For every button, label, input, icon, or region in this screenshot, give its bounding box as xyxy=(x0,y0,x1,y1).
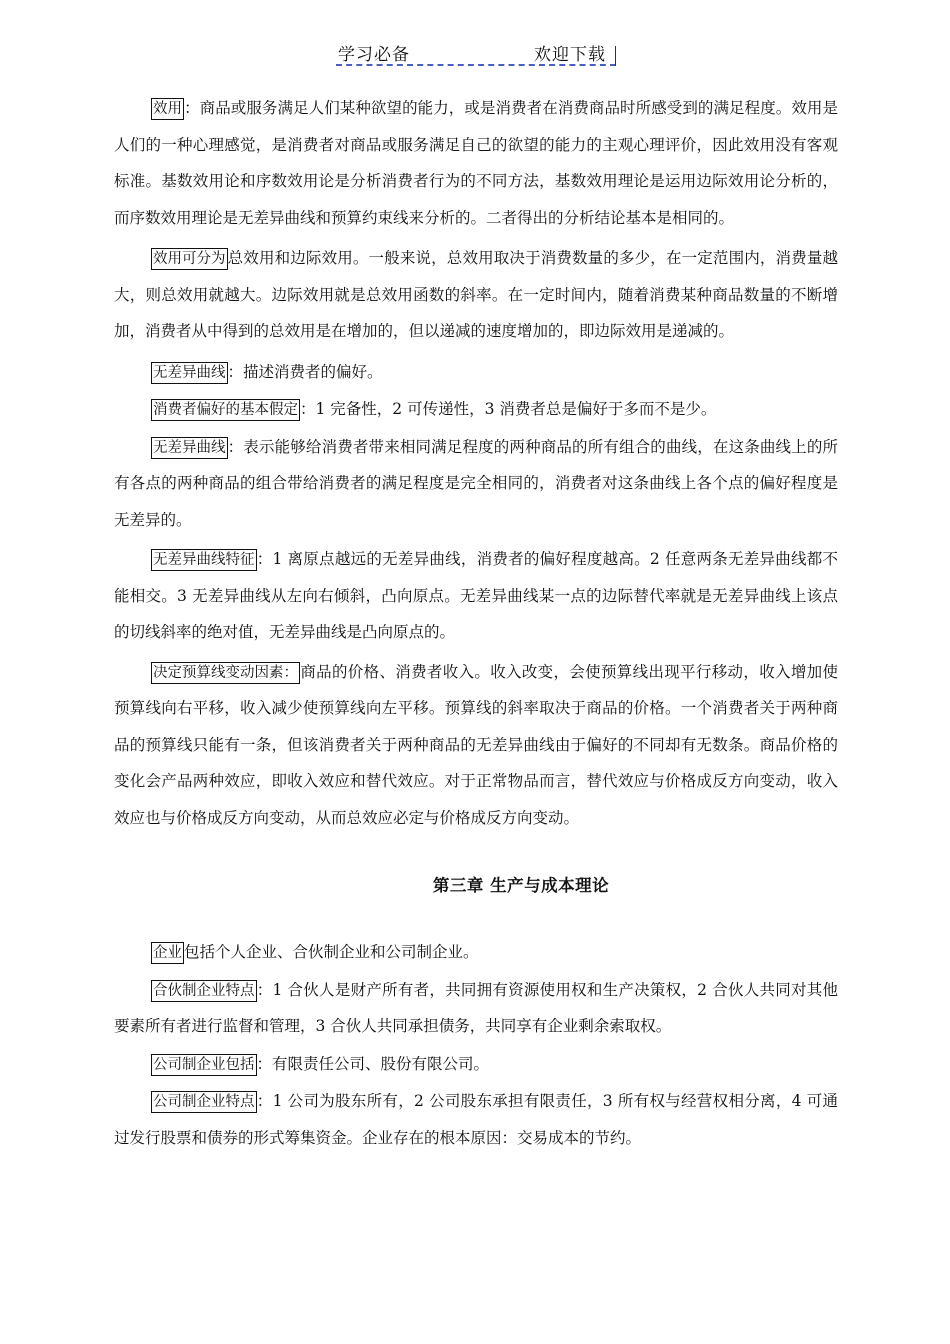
paragraph-utility xyxy=(114,90,838,236)
term-box: 企业 xyxy=(151,942,184,964)
document-body xyxy=(114,90,838,1156)
header-tick-mark xyxy=(615,46,616,66)
paragraph-text: ：描述消费者的偏好。 xyxy=(227,362,383,381)
paragraph-text: ：1 合伙人是财产所有者，共同拥有资源使用权和生产决策权，2 合伙人共同对其他要素所有者进行监督和管理，3 合伙人共同承担债务，共同享有企业剩余索取权。 xyxy=(114,980,838,1035)
paragraph-text: ：商品或服务满足人们某种欲望的能力，或是消费者在消费商品时所感受到的满足程度。效用是人们的一种心理感觉，是消费者对商品或服务满足自己的欲望的能力的主观心理评价，因此效用没有客观标准。基数效用论和序数效用论是分析消费者行为的不同方法，基数效用理论是运用边际效用论分析的，而序数效用理论是无差异曲线和预算约束线来分析的。二者得出的分析结论基本是相同的。 xyxy=(114,99,838,227)
header-right-text: 欢迎下载 xyxy=(534,45,606,65)
paragraph-utility-types xyxy=(114,240,838,350)
paragraph-text: ：1 离原点越远的无差异曲线，消费者的偏好程度越高。2 任意两条无差异曲线都不能相交。3 无差异曲线从左向右倾斜，凸向原点。无差异曲线某一点的边际替代率就是无差异曲线上该点的切线斜率的绝对值，无差异曲线是凸向原点的。 xyxy=(114,550,838,641)
paragraph-partnership-features xyxy=(114,972,838,1045)
paragraph-text: ：表示能够给消费者带来相同满足程度的两种商品的所有组合的曲线，在这条曲线上的所有各点的两种商品的组合带给消费者的满足程度是完全相同的，消费者对这条曲线上各个点的偏好程度是无差异的。 xyxy=(114,437,838,529)
term-box: 无差异曲线 xyxy=(151,437,228,459)
term-box: 公司制企业特点 xyxy=(151,1091,257,1113)
paragraph-indifference-curve-definition xyxy=(114,429,838,539)
header-left-text: 学习必备 xyxy=(338,45,410,65)
term-box: 无差异曲线特征 xyxy=(151,549,257,571)
paragraph-indifference-curve-features xyxy=(114,541,838,651)
term-box: 消费者偏好的基本假定 xyxy=(151,399,300,421)
paragraph-indifference-curve xyxy=(114,354,838,391)
paragraph-text: ：1 公司为股东所有，2 公司股东承担有限责任，3 所有权与经营权相分离，4 可通过发行股票和债券的形式筹集资金。企业存在的根本原因：交易成本的节约。 xyxy=(114,1092,838,1147)
paragraph-text: 总效用和边际效用。一般来说，总效用取决于消费数量的多少，在一定范围内，消费量越大，则总效用就越大。边际效用就是总效用函数的斜率。在一定时间内，随着消费某种商品数量的不断增加，消费者从中得到的总效用是在增加的，但以递减的速度增加的，即边际效用是递减的。 xyxy=(114,249,838,340)
paragraph-corporation-features xyxy=(114,1083,838,1156)
paragraph-corporation-types xyxy=(114,1046,838,1083)
paragraph-enterprise xyxy=(114,934,838,971)
page-header xyxy=(336,38,616,66)
term-box: 效用可分为 xyxy=(151,248,228,270)
term-box: 效用 xyxy=(151,98,184,120)
paragraph-budget-line-factors xyxy=(114,654,838,837)
term-box: 合伙制企业特点 xyxy=(151,980,257,1002)
paragraph-text: ：有限责任公司、股份有限公司。 xyxy=(256,1054,490,1073)
chapter-title: 第三章 生产与成本理论 xyxy=(432,876,610,895)
term-box: 公司制企业包括 xyxy=(151,1054,257,1076)
paragraph-text: 商品的价格、消费者收入。收入改变，会使预算线出现平行移动，收入增加使预算线向右平移，收入减少使预算线向左平移。预算线的斜率取决于商品的价格。一个消费者关于两种商品的预算线只能有一条，但该消费者关于两种商品的无差异曲线由于偏好的不同却有无数条。商品价格的变化会产品两种效应，即收入效应和替代效应。对于正常物品而言，替代效应与价格成反方向变动，收入效应也与价格成反方向变动，从而总效应必定与价格成反方向变动。 xyxy=(114,662,838,827)
paragraph-text: 包括个人企业、合伙制企业和公司制企业。 xyxy=(184,943,479,961)
term-box: 决定预算线变动因素： xyxy=(151,662,300,684)
term-box: 无差异曲线 xyxy=(151,362,228,384)
paragraph-preference-assumptions xyxy=(114,391,838,428)
paragraph-text: ：1 完备性，2 可传递性，3 消费者总是偏好于多而不是少。 xyxy=(300,400,717,418)
